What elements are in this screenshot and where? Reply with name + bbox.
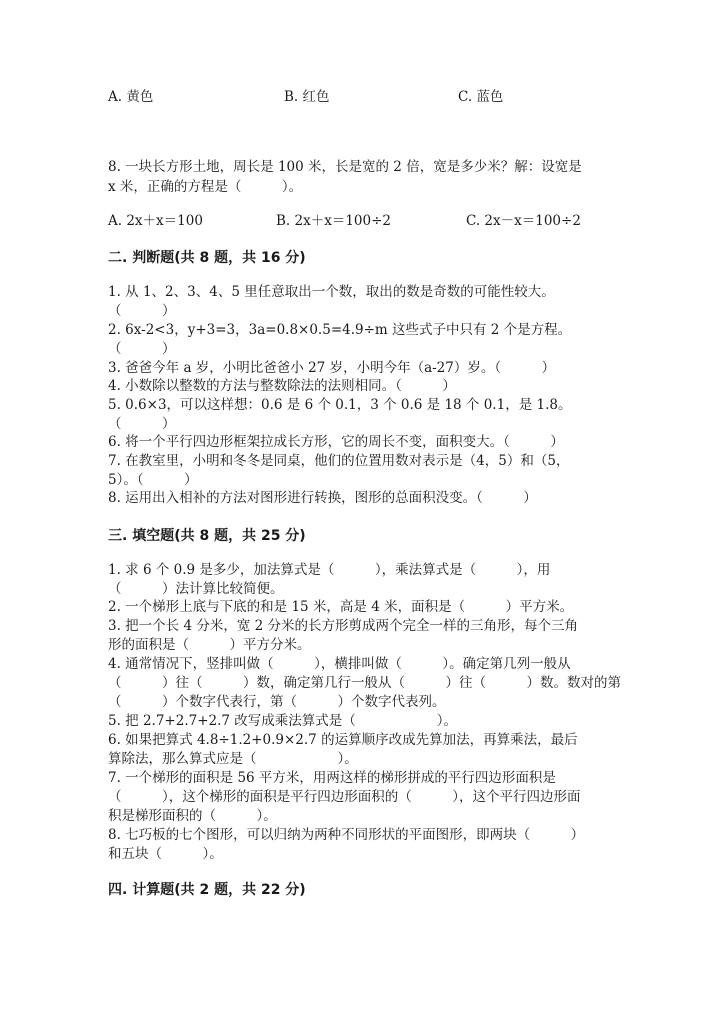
s2-line: 3. 爸爸今年 a 岁，小明比爸爸小 27 岁，小明今年（a-27）岁。（ ） xyxy=(108,360,556,376)
q8-line-2: x 米，正确的方程是（ ）。 xyxy=(108,179,303,195)
s3-line: 形的面积是（ ）平方分米。 xyxy=(108,637,311,653)
s2-line: 1. 从 1、2、3、4、5 里任意取出一个数，取出的数是奇数的可能性较大。 xyxy=(108,284,555,300)
s3-line: 4. 通常情况下，竖排叫做（ ），横排叫做（ ）。确定第几列一般从 xyxy=(108,656,571,672)
s3-line: （ ）个数字代表行，第（ ）个数字代表列。 xyxy=(108,694,446,710)
s2-line: （ ） xyxy=(108,341,176,357)
s3-line: （ ），这个梯形的面积是平行四边形面积的（ ），这个平行四边形面 xyxy=(108,789,581,805)
s2-line: 7. 在教室里，小明和冬冬是同桌，他们的位置用数对表示是（4，5）和（5， xyxy=(108,453,570,469)
s3-line: 3. 把一个长 4 分米，宽 2 分米的长方形剪成两个完全一样的三角形，每个三角 xyxy=(108,618,579,634)
section-2-heading: 二. 判断题(共 8 题，共 16 分) xyxy=(108,250,306,266)
q8-option-b: B. 2x＋x＝100÷2 xyxy=(276,213,391,229)
s2-line: 2. 6x-2<3，y+3=3，3a=0.8×0.5=4.9÷m 这些式子中只有 2 个是方程。 xyxy=(108,322,572,338)
s3-line: 1. 求 6 个 0.9 是多少，加法算式是（ ），乘法算式是（ ），用 xyxy=(108,562,551,578)
s3-line: （ ）法计算比较简便。 xyxy=(108,581,284,597)
s3-line: 和五块（ ）。 xyxy=(108,846,223,862)
s3-line: 算除法，那么算式应是（ ）。 xyxy=(108,751,358,767)
q8-option-a: A. 2x＋x＝100 xyxy=(108,213,203,229)
s2-line: （ ） xyxy=(108,303,176,319)
q8-option-c: C. 2x－x＝100÷2 xyxy=(466,213,581,229)
s2-line: （ ） xyxy=(108,416,176,432)
s3-line: 积是梯形面积的（ ）。 xyxy=(108,808,277,824)
prev-option-c: C. 蓝色 xyxy=(458,89,504,105)
s2-line: 8. 运用出入相补的方法对图形进行转换，图形的总面积没变。（ ） xyxy=(108,490,537,506)
prev-option-b: B. 红色 xyxy=(284,89,330,105)
s3-line: 5. 把 2.7+2.7+2.7 改写成乘法算式是（ ）。 xyxy=(108,713,458,729)
s3-line: （ ）往（ ）数，确定第几行一般从（ ）往（ ）数。数对的第 xyxy=(108,675,621,691)
s2-line: 6. 将一个平行四边形框架拉成长方形，它的周长不变，面积变大。（ ） xyxy=(108,434,564,450)
s3-line: 6. 如果把算式 4.8÷1.2+0.9×2.7 的运算顺序改成先算加法，再算乘法，最后 xyxy=(108,732,578,748)
q8-line-1: 8. 一块长方形土地，周长是 100 米，长是宽的 2 倍，宽是多少米？解：设宽是 xyxy=(108,159,582,175)
prev-option-a: A. 黄色 xyxy=(108,89,154,105)
s2-line: 4. 小数除以整数的方法与整数除法的法则相同。（ ） xyxy=(108,378,456,394)
s2-line: 5）。（ ） xyxy=(108,472,198,488)
s2-line: 5. 0.6×3，可以这样想：0.6 是 6 个 0.1，3 个 0.6 是 18 个 0.1，是 1.8。 xyxy=(108,397,572,413)
s3-line: 8. 七巧板的七个图形，可以归纳为两种不同形状的平面图形，即两块（ ） xyxy=(108,827,585,843)
s3-line: 2. 一个梯形上底与下底的和是 15 米，高是 4 米，面积是（ ）平方米。 xyxy=(108,599,574,615)
section-3-heading: 三. 填空题(共 8 题，共 25 分) xyxy=(108,528,306,544)
s3-line: 7. 一个梯形的面积是 56 平方米，用两这样的梯形拼成的平行四边形面积是 xyxy=(108,770,556,786)
section-4-heading: 四. 计算题(共 2 题，共 22 分) xyxy=(108,882,306,898)
